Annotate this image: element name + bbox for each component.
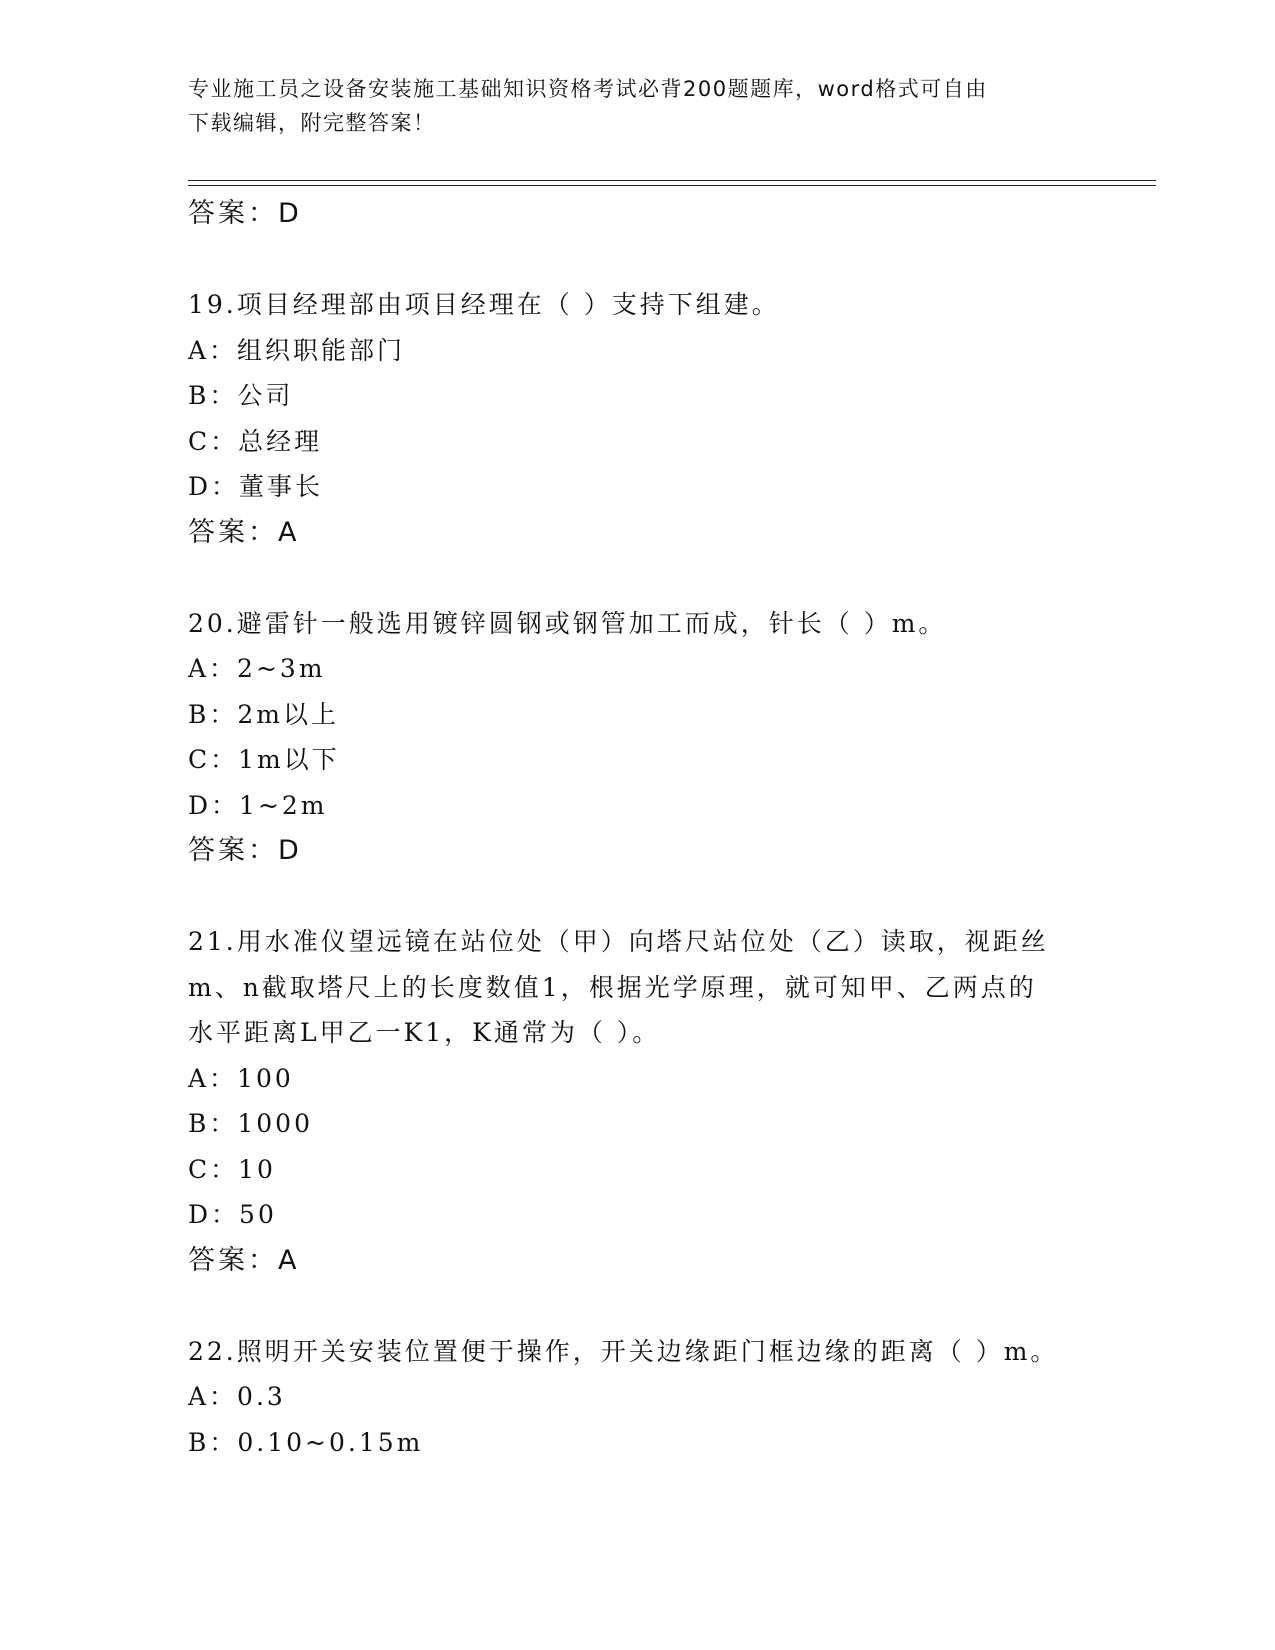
question-stem-line-3: 水平距离L甲乙一K1，K通常为（ ）。 — [188, 1018, 661, 1047]
option-d: D：董事长 — [188, 472, 324, 501]
header-line-2: 下载编辑，附完整答案！ — [188, 111, 436, 135]
option-a: A：2~3m — [188, 654, 326, 683]
option-d: D：1~2m — [188, 790, 328, 820]
answer: 答案：D — [188, 835, 302, 866]
answer: 答案：A — [188, 1244, 300, 1276]
document-header — [188, 72, 1088, 140]
question-22 — [188, 1329, 1118, 1466]
option-a: A：100 — [188, 1063, 294, 1093]
option-c: C：总经理 — [188, 426, 323, 456]
previous-answer: 答案：D — [188, 198, 302, 229]
question-stem: 20.避雷针一般选用镀锌圆钢或钢管加工而成，针长（ ）m。 — [188, 608, 947, 638]
question-stem: 19.项目经理部由项目经理在（ ）支持下组建。 — [188, 290, 780, 319]
question-stem-line-1: 21.用水准仪望远镜在站位处（甲）向塔尺站位处（乙）读取，视距丝 — [188, 927, 1049, 956]
header-line-1: 专业施工员之设备安装施工基础知识资格考试必背200题题库，word格式可自由 — [188, 77, 988, 101]
option-a: A：组织职能部门 — [188, 335, 406, 365]
question-21 — [188, 919, 1118, 1283]
question-19 — [188, 282, 1118, 555]
option-c: C：1m以下 — [188, 745, 340, 774]
question-list — [188, 191, 1118, 1465]
spacer — [188, 874, 1118, 920]
spacer — [188, 1283, 1118, 1329]
option-a: A：0.3 — [188, 1382, 286, 1411]
option-b: B：公司 — [188, 381, 294, 410]
option-b: B：0.10~0.15m — [188, 1427, 424, 1457]
answer: 答案：A — [188, 516, 300, 548]
question-stem: 22.照明开关安装位置便于操作，开关边缘距门框边缘的距离（ ）m。 — [188, 1336, 1059, 1366]
header-divider-bottom — [188, 185, 1156, 186]
option-c: C：10 — [188, 1154, 276, 1184]
header-divider-top — [188, 180, 1156, 181]
option-b: B：2m以上 — [188, 699, 339, 729]
option-d: D：50 — [188, 1200, 277, 1229]
option-b: B：1000 — [188, 1109, 313, 1138]
question-stem-line-2: m、n截取塔尺上的长度数值1，根据光学原理，就可知甲、乙两点的 — [188, 972, 1037, 1002]
question-20 — [188, 601, 1118, 874]
spacer — [188, 555, 1118, 601]
spacer — [188, 237, 1118, 283]
